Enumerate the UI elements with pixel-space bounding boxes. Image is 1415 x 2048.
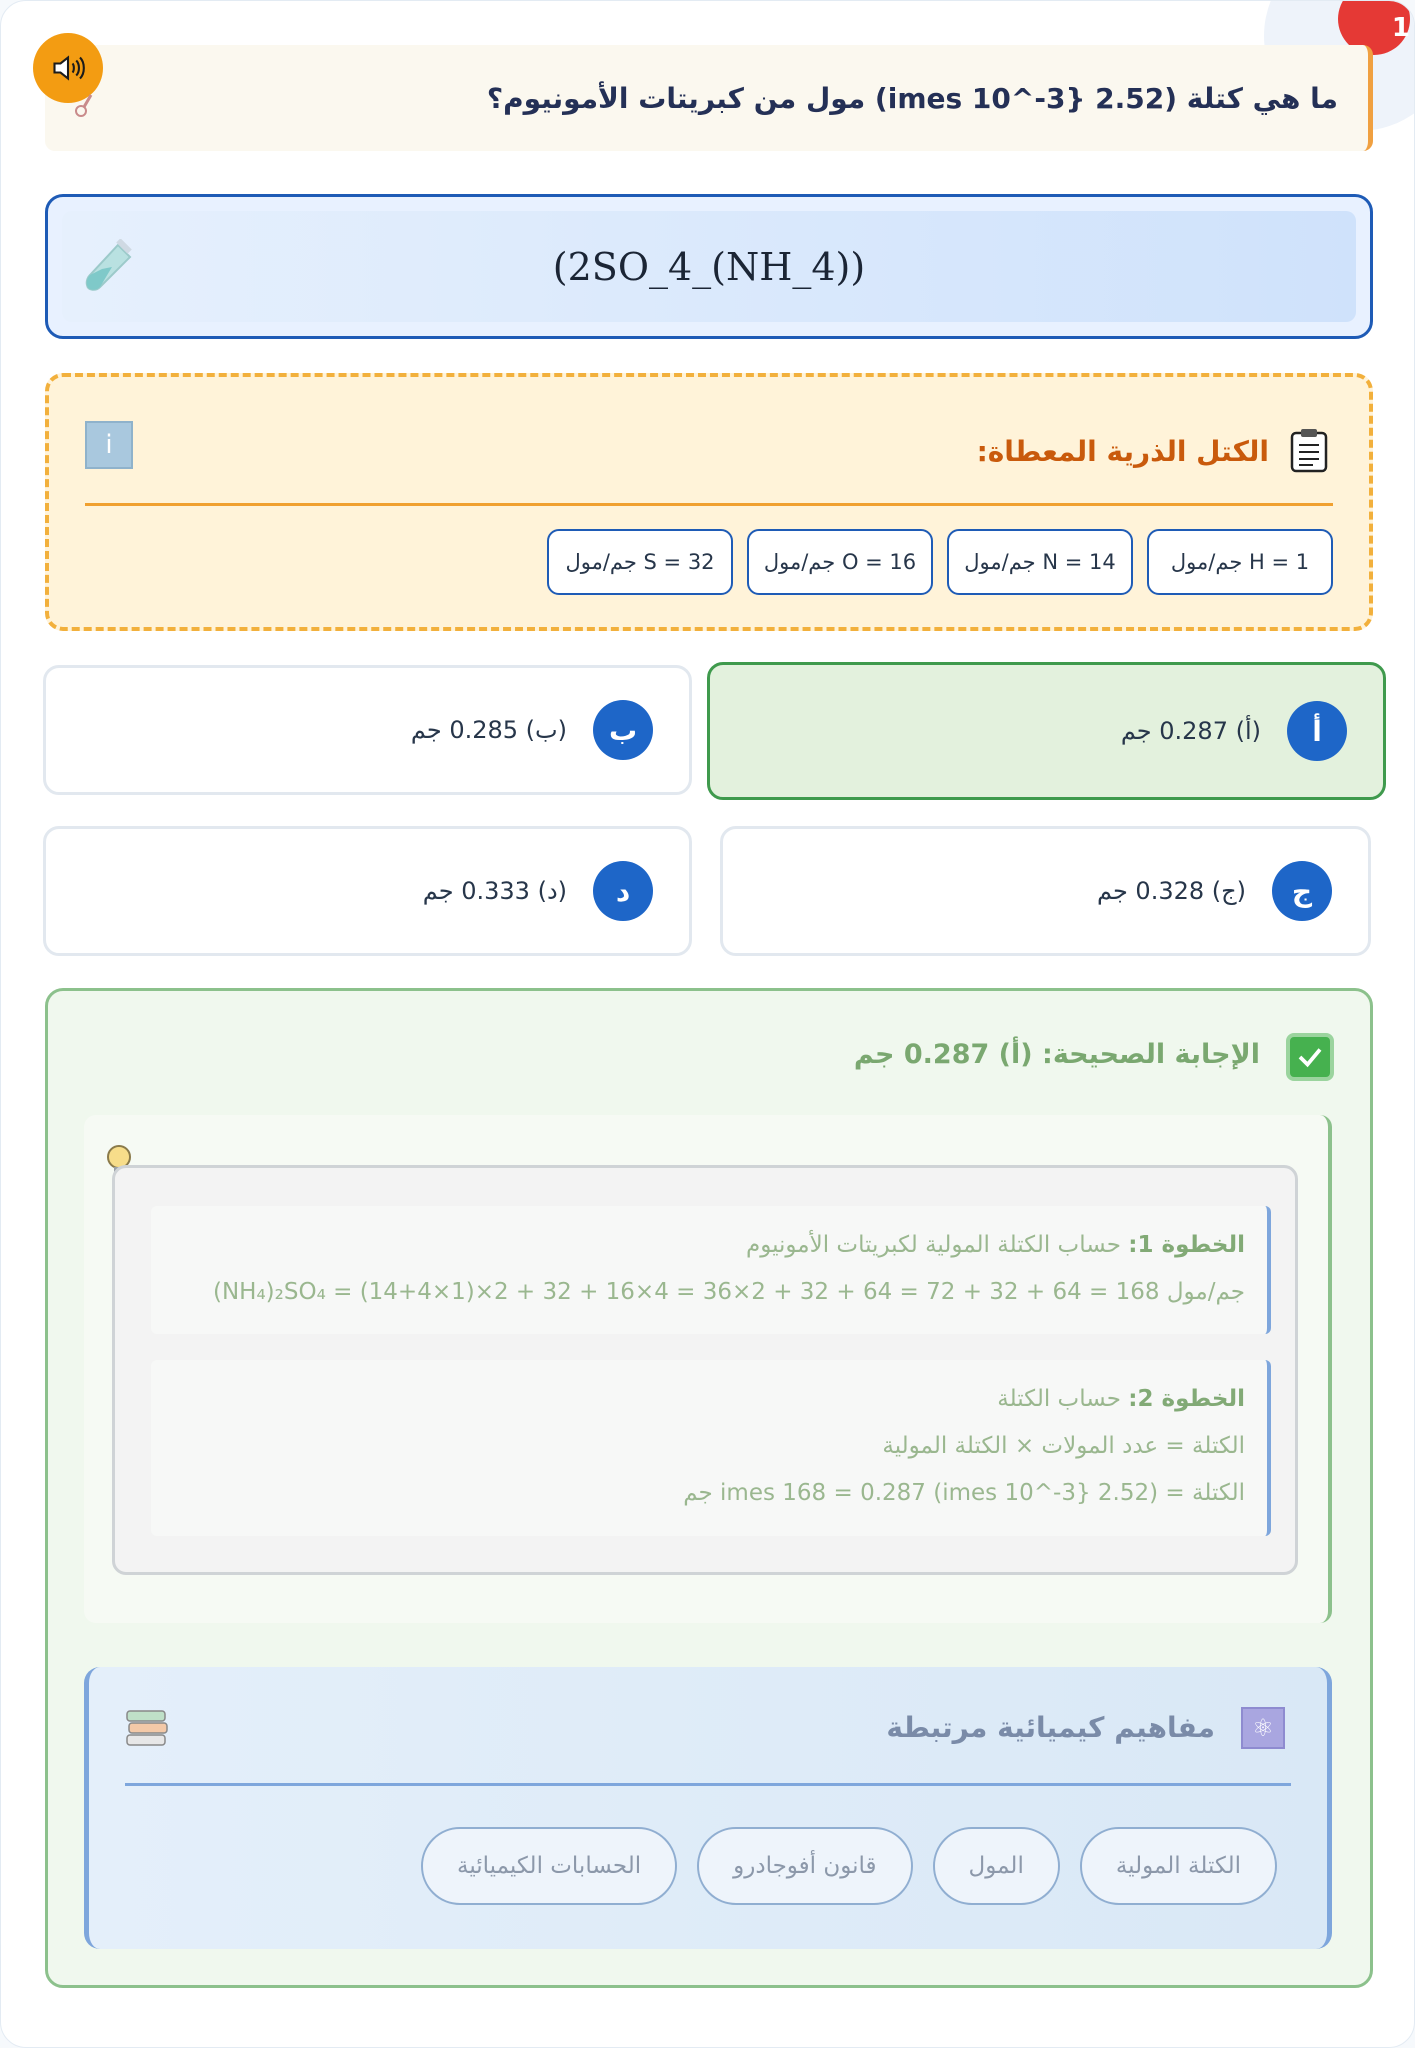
divider bbox=[85, 503, 1333, 506]
question-text: ما هي كتلة (2.52 {3-^imes 10) مول من كبريتات الأمونيوم؟ bbox=[486, 81, 1338, 115]
option-b-text: (ب) 0.285 جم bbox=[410, 716, 567, 744]
concept-tag[interactable]: الكتلة المولية bbox=[1080, 1827, 1277, 1905]
books-icon bbox=[125, 1707, 169, 1751]
step-1-equation: (NH₄)₂SO₄ = (14+4×1)×2 + 32 + 16×4 = 36×2 + 32 + 64 = 72 + 32 + 64 = 168 جم/مول bbox=[212, 1279, 1245, 1305]
atomic-mass-chip: N = 14 جم/مول bbox=[947, 529, 1133, 595]
question-number-badge: 1 bbox=[1338, 0, 1410, 55]
step-1-label: الخطوة 1: bbox=[1128, 1232, 1245, 1258]
explanation-panel bbox=[84, 1115, 1332, 1623]
info-icon: i bbox=[85, 421, 133, 469]
atomic-mass-chip: H = 1 جم/مول bbox=[1147, 529, 1333, 595]
step-2-label: الخطوة 2: bbox=[1128, 1386, 1245, 1412]
answer-section bbox=[45, 988, 1373, 1988]
concept-tag[interactable]: الحسابات الكيميائية bbox=[421, 1827, 677, 1905]
correct-answer-title: الإجابة الصحيحة: (أ) 0.287 جم bbox=[853, 1039, 1260, 1070]
step-2-calculation: الكتلة = (2.52 {3-^imes 10) imes 168 = 0.287 جم bbox=[683, 1480, 1245, 1506]
step-2-heading: حساب الكتلة bbox=[997, 1386, 1121, 1412]
atomic-masses-title: الكتل الذرية المعطاة: bbox=[976, 435, 1269, 468]
option-a-text: (أ) 0.287 جم bbox=[1120, 717, 1261, 745]
step-2-formula: الكتلة = عدد المولات × الكتلة المولية bbox=[882, 1433, 1245, 1459]
atomic-masses-panel bbox=[45, 373, 1373, 631]
option-c-badge: ج bbox=[1272, 861, 1332, 921]
option-d-text: (د) 0.333 جم bbox=[422, 877, 567, 905]
concept-tag-list bbox=[421, 1827, 1277, 1905]
concept-tag[interactable]: قانون أفوجادرو bbox=[697, 1827, 912, 1905]
atomic-mass-chip: S = 32 جم/مول bbox=[547, 529, 733, 595]
explanation-box bbox=[112, 1165, 1298, 1575]
option-b-badge: ب bbox=[593, 700, 653, 760]
speaker-icon bbox=[50, 50, 86, 86]
question-header bbox=[45, 45, 1373, 151]
atomic-mass-chip: O = 16 جم/مول bbox=[747, 529, 933, 595]
concept-tag[interactable]: المول bbox=[933, 1827, 1060, 1905]
clipboard-icon bbox=[1289, 427, 1329, 473]
related-concepts-panel bbox=[84, 1667, 1332, 1949]
option-d[interactable] bbox=[43, 826, 692, 956]
chemical-formula: (2SO_4_(NH_4)) bbox=[552, 244, 866, 289]
step-2 bbox=[151, 1360, 1271, 1536]
option-d-badge: د bbox=[593, 861, 653, 921]
atom-icon: ⚛ bbox=[1241, 1707, 1285, 1749]
option-a-badge: أ bbox=[1287, 701, 1347, 761]
related-concepts-title: مفاهيم كيميائية مرتبطة bbox=[886, 1711, 1215, 1744]
divider bbox=[125, 1783, 1291, 1786]
option-c-text: (ج) 0.328 جم bbox=[1096, 877, 1246, 905]
check-icon bbox=[1286, 1033, 1334, 1081]
pin-icon bbox=[73, 91, 93, 121]
atomic-mass-list bbox=[547, 529, 1333, 595]
step-1 bbox=[151, 1206, 1271, 1334]
step-1-heading: حساب الكتلة المولية لكبريتات الأمونيوم bbox=[745, 1232, 1121, 1258]
option-a[interactable] bbox=[707, 662, 1386, 800]
formula-box bbox=[45, 194, 1373, 339]
option-b[interactable] bbox=[43, 665, 692, 795]
option-c[interactable] bbox=[720, 826, 1371, 956]
test-tube-icon bbox=[82, 239, 138, 295]
